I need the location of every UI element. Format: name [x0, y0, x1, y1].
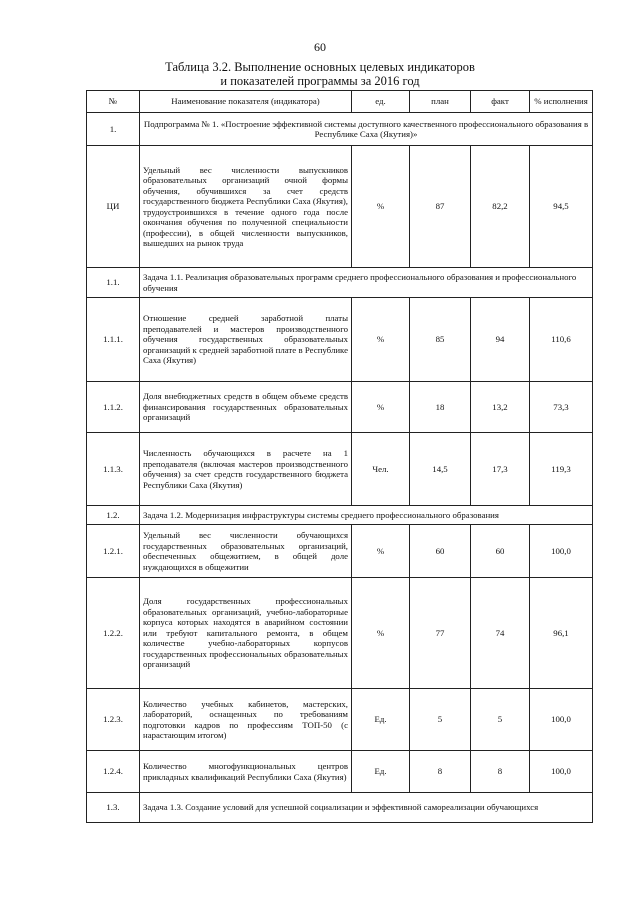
row-num: 1. — [87, 113, 140, 146]
row-num: ЦИ — [87, 146, 140, 268]
table-row — [87, 578, 593, 689]
row-num: 1.1.2. — [87, 382, 140, 433]
indicator-name: Количество многофункциональных центров прикладных квалификаций Республики Саха (Якутия) — [140, 751, 352, 793]
indicator-fact: 17,3 — [471, 433, 530, 506]
indicator-percent: 100,0 — [530, 689, 593, 751]
header-fact: факт — [471, 91, 530, 113]
row-num: 1.3. — [87, 793, 140, 823]
row-num: 1.2.3. — [87, 689, 140, 751]
indicator-percent: 100,0 — [530, 751, 593, 793]
indicator-unit: % — [352, 382, 410, 433]
table-row — [87, 525, 593, 578]
row-num: 1.1.1. — [87, 298, 140, 382]
indicator-percent: 100,0 — [530, 525, 593, 578]
indicator-plan: 14,5 — [410, 433, 471, 506]
header-percent: % исполнения — [530, 91, 593, 113]
indicator-plan: 85 — [410, 298, 471, 382]
indicators-table — [86, 90, 593, 823]
table-row — [87, 382, 593, 433]
indicator-plan: 87 — [410, 146, 471, 268]
indicator-plan: 5 — [410, 689, 471, 751]
section-text: Задача 1.3. Создание условий для успешной социализации и эффективной самореализации обучающихся — [140, 793, 593, 823]
indicator-plan: 18 — [410, 382, 471, 433]
indicator-percent: 73,3 — [530, 382, 593, 433]
section-text: Подпрограмма № 1. «Построение эффективной системы доступного качественного профессионального образования в Республике Саха (Якутия)» — [140, 113, 593, 146]
table-row — [87, 298, 593, 382]
table-row-task — [87, 268, 593, 298]
header-plan: план — [410, 91, 471, 113]
indicator-percent: 96,1 — [530, 578, 593, 689]
indicator-name: Отношение средней заработной платы преподавателей и мастеров производственного обучения государственных образовательных организаций к средней заработной плате в Республике Саха (Якутия) — [140, 298, 352, 382]
indicator-plan: 60 — [410, 525, 471, 578]
header-name: Наименование показателя (индикатора) — [140, 91, 352, 113]
indicator-unit: % — [352, 525, 410, 578]
row-num: 1.2.4. — [87, 751, 140, 793]
section-text: Задача 1.1. Реализация образовательных программ среднего профессионального образования и профессионального обучения — [140, 268, 593, 298]
table-row — [87, 146, 593, 268]
row-num: 1.1. — [87, 268, 140, 298]
section-text: Задача 1.2. Модернизация инфраструктуры системы среднего профессионального образования — [140, 506, 593, 525]
indicator-unit: Ед. — [352, 751, 410, 793]
indicator-unit: Чел. — [352, 433, 410, 506]
page-number: 60 — [314, 40, 326, 54]
indicator-unit: Ед. — [352, 689, 410, 751]
table-header-row — [87, 91, 593, 113]
indicator-plan: 77 — [410, 578, 471, 689]
indicator-fact: 74 — [471, 578, 530, 689]
row-num: 1.1.3. — [87, 433, 140, 506]
table-row — [87, 751, 593, 793]
indicator-name: Количество учебных кабинетов, мастерских, лабораторий, оснащенных по требованиям подготовки кадров по профессиям ТОП-50 (с нарастающим итогом) — [140, 689, 352, 751]
header-unit: ед. — [352, 91, 410, 113]
indicator-plan: 8 — [410, 751, 471, 793]
indicator-name: Доля государственных профессиональных образовательных организаций, учебно-лабораторные корпуса которых находятся в аварийном состоянии или требуют капитального ремонта, в общем количестве учебно-лабораторных корпусов государственных профессиональных образовательных организаций — [140, 578, 352, 689]
table-row-task — [87, 506, 593, 525]
indicator-fact: 60 — [471, 525, 530, 578]
title-line-1: Таблица 3.2. Выполнение основных целевых индикаторов — [165, 60, 475, 74]
table-row-subprogram-1 — [87, 113, 593, 146]
header-num: № — [87, 91, 140, 113]
table-row — [87, 689, 593, 751]
indicator-name: Доля внебюджетных средств в общем объеме средств финансирования государственных образовательных организаций — [140, 382, 352, 433]
indicator-fact: 94 — [471, 298, 530, 382]
title-line-2: и показателей программы за 2016 год — [220, 74, 420, 88]
indicator-unit: % — [352, 578, 410, 689]
indicator-percent: 119,3 — [530, 433, 593, 506]
indicator-fact: 5 — [471, 689, 530, 751]
indicator-percent: 94,5 — [530, 146, 593, 268]
indicator-fact: 13,2 — [471, 382, 530, 433]
indicator-fact: 82,2 — [471, 146, 530, 268]
indicator-unit: % — [352, 298, 410, 382]
indicator-unit: % — [352, 146, 410, 268]
indicator-name: Численность обучающихся в расчете на 1 преподавателя (включая мастеров производственного обучения) за счет средств государственного бюджета Республики Саха (Якутия) — [140, 433, 352, 506]
indicator-name: Удельный вес численности выпускников образовательных организаций очной формы обучения, обучившихся за счет средств государственного бюджета Республики Саха (Якутия), трудоустроившихся в течение одного года после окончания обучения по полученной специальности (профессии), в общей численности выпускников, вышедших на рынок труда — [140, 146, 352, 268]
table-title — [0, 60, 640, 88]
indicator-name: Удельный вес численности обучающихся государственных образовательных организаций, обеспеченных общежитием, в общей доле нуждающихся в общежитии — [140, 525, 352, 578]
row-num: 1.2.1. — [87, 525, 140, 578]
table-row — [87, 433, 593, 506]
row-num: 1.2.2. — [87, 578, 140, 689]
row-num: 1.2. — [87, 506, 140, 525]
indicator-fact: 8 — [471, 751, 530, 793]
indicator-percent: 110,6 — [530, 298, 593, 382]
table-row-task — [87, 793, 593, 823]
